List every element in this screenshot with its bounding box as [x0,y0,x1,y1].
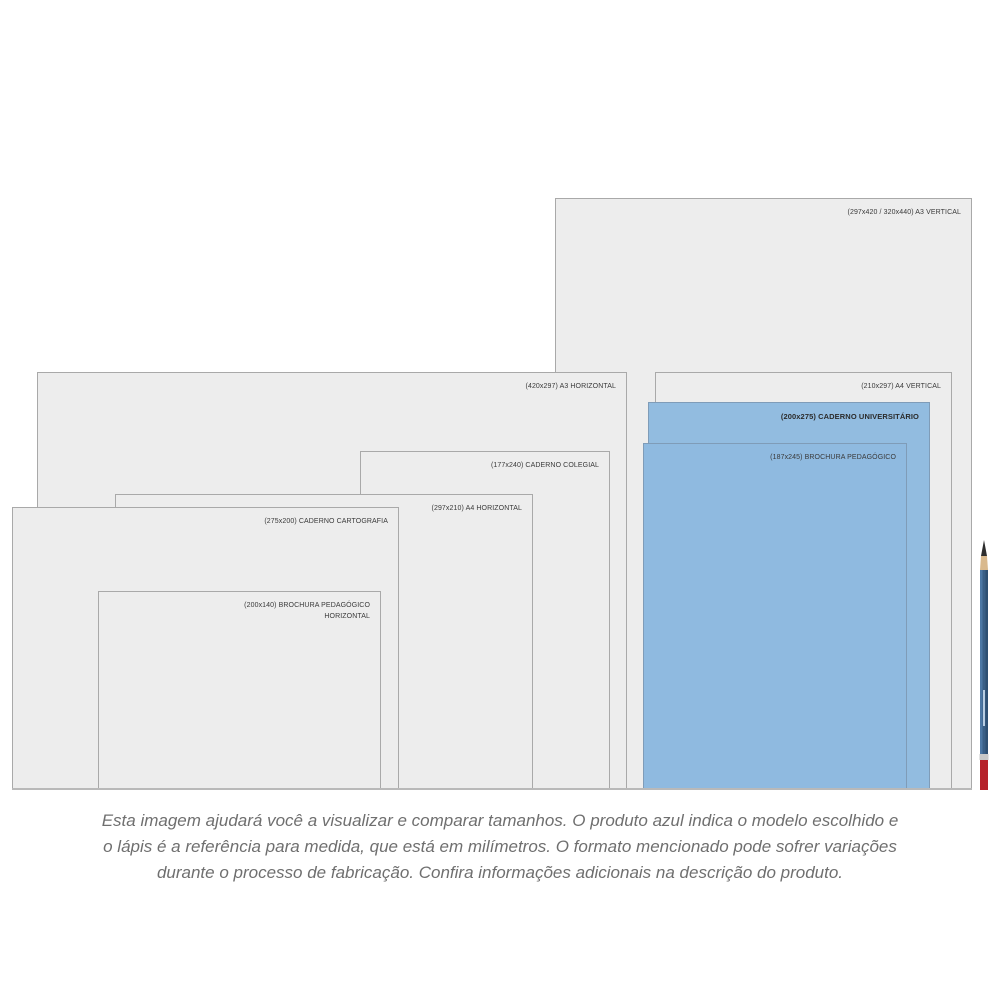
baseline [12,788,972,790]
sheet-label-brochura-pedagogico: (187x245) BROCHURA PEDAGÓGICO [770,454,896,461]
caption [40,808,960,886]
sheet-brochura-pedagogico [643,443,907,789]
sheet-label-caderno-universitario: (200x275) CADERNO UNIVERSITÁRIO [780,412,919,421]
sheet-brochura-pedagogico-horizontal [98,591,381,789]
sheet-label-a4-vertical: (210x297) A4 VERTICAL [861,383,941,390]
sheet-label-a3-vertical: (297x420 / 320x440) A3 VERTICAL [847,209,961,216]
pencil-icon [976,540,992,790]
caption-line-1: Esta imagem ajudará você a visualizar e comparar tamanhos. O produto azul indica o modelo escolhido e [101,811,899,830]
caption-line-2: o lápis é a referência para medida, que está em milímetros. O formato mencionado pode sofrer variações [103,837,897,856]
sheet-label-brochura-pedagogico-horizontal: (200x140) BROCHURA PEDAGÓGICO HORIZONTAL [244,602,370,620]
sheet-label-a3-horizontal: (420x297) A3 HORIZONTAL [525,383,616,390]
sheet-label-a4-horizontal: (297x210) A4 HORIZONTAL [431,505,522,512]
sheet-label-caderno-cartografia: (275x200) CADERNO CARTOGRAFIA [264,518,388,525]
caption-line-3: durante o processo de fabricação. Confira informações adicionais na descrição do produto. [156,863,844,882]
sheet-label-caderno-colegial: (177x240) CADERNO COLEGIAL [490,462,599,469]
